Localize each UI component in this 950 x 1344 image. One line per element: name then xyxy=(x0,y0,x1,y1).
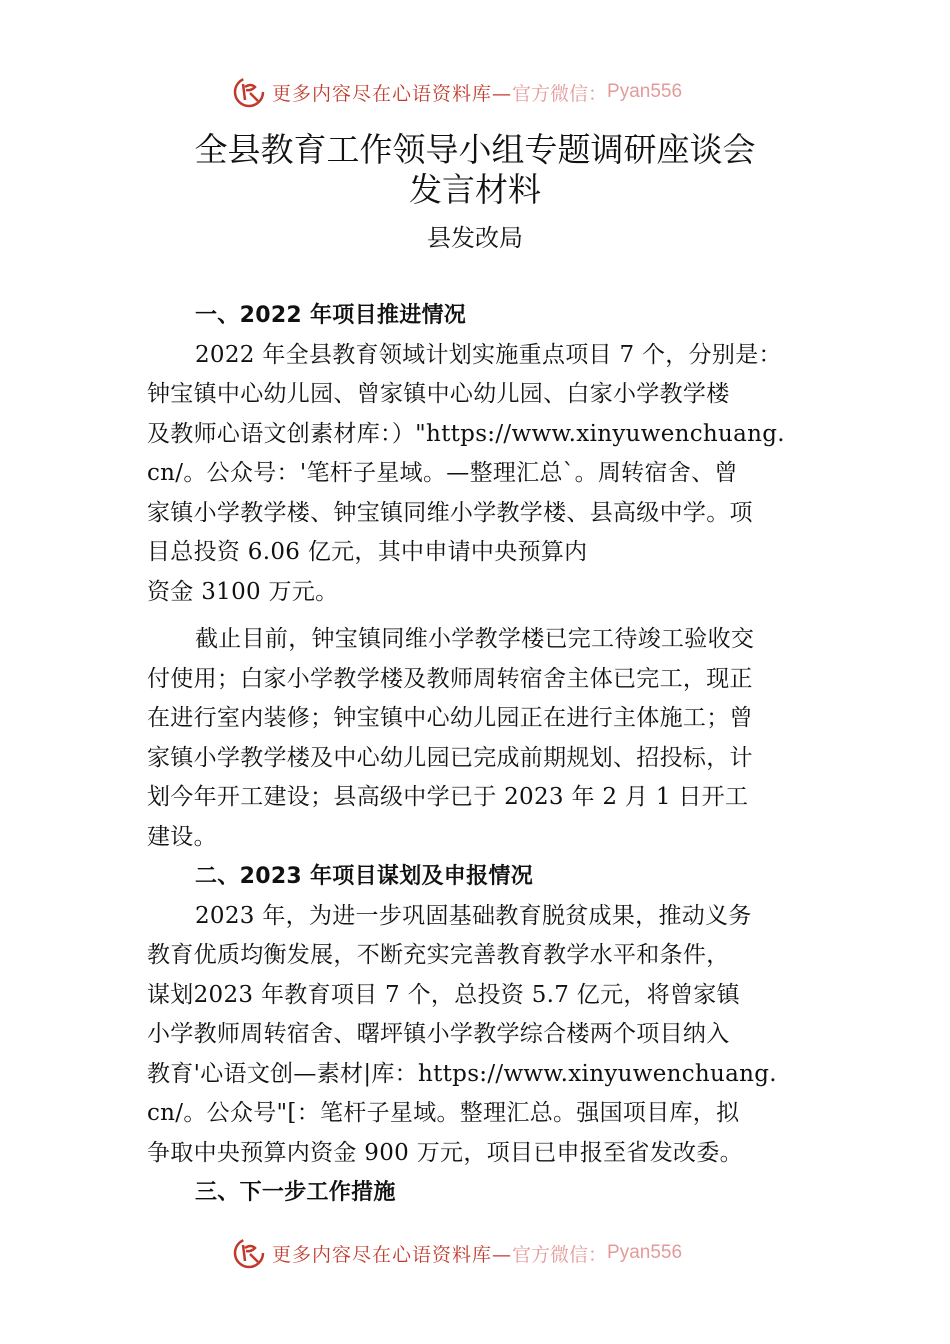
document-body xyxy=(147,296,827,1213)
banner-wechat-label: 官方微信： xyxy=(512,82,608,105)
paragraph-line: 资金 3100 万元。 xyxy=(147,578,339,605)
banner-wechat-id: Pyan556 xyxy=(607,81,683,102)
document-author: 县发改局 xyxy=(427,224,523,252)
banner-text: 更多内容尽在心语资料库— xyxy=(272,82,513,105)
section-heading-2: 二、2023 年项目谋划及申报情况 xyxy=(195,864,533,889)
paragraph-1 xyxy=(147,336,827,613)
paragraph-line: cn/。公众号"[：笔杆子星域。整理汇总。强国项目库，拟 xyxy=(147,1100,740,1126)
paragraph-line: 目总投资 6.06 亿元，其中申请中央预算内 xyxy=(147,539,588,565)
paragraph-line: 家镇小学教学楼、钟宝镇同维小学教学楼、县高级中学。项 xyxy=(147,499,753,526)
paragraph-line: 截止目前，钟宝镇同维小学教学楼已完工待竣工验收交 xyxy=(195,626,755,652)
banner-wechat-id: Pyan556 xyxy=(607,1242,683,1263)
paragraph-3 xyxy=(147,897,827,1174)
paragraph-line: 建设。 xyxy=(147,823,217,850)
paragraph-line: 在进行室内装修；钟宝镇中心幼儿园正在进行主体施工；曾 xyxy=(147,705,753,731)
paragraph-line: 教育优质均衡发展，不断充实完善教育教学水平和条件， xyxy=(147,942,730,968)
document-title-line1: 全县教育工作领导小组专题调研座谈会 xyxy=(194,130,756,169)
paragraph-line: 2023 年，为进一步巩固基础教育脱贫成果，推动义务 xyxy=(195,902,752,929)
paragraph-line: 小学教师周转宿舍、曙坪镇小学教学综合楼两个项目纳入 xyxy=(147,1021,730,1047)
paragraph-line: 2022 年全县教育领域计划实施重点项目 7 个，分别是： xyxy=(195,341,782,368)
document-title-line2: 发言材料 xyxy=(409,170,541,209)
paragraph-line: 及教师心语文创素材库：）"https://www.xinyuwenchuang. xyxy=(147,420,785,447)
section-heading-3: 三、下一步工作措施 xyxy=(195,1180,396,1205)
paragraph-line: 教育'心语文创—素材|库：https://www.xinyuwenchuang. xyxy=(147,1060,777,1087)
paragraph-line: 争取中央预算内资金 900 万元，项目已申报至省发改委。 xyxy=(147,1139,743,1166)
logo-icon xyxy=(232,75,266,109)
paragraph-line: 钟宝镇中心幼儿园、曾家镇中心幼儿园、白家小学教学楼 xyxy=(147,381,730,407)
logo-icon xyxy=(232,1236,266,1270)
paragraph-line: 谋划2023 年教育项目 7 个，总投资 5.7 亿元，将曾家镇 xyxy=(147,981,740,1008)
paragraph-2 xyxy=(147,620,827,857)
paragraph-line: 划今年开工建设；县高级中学已于 2023 年 2 月 1 日开工 xyxy=(147,784,749,810)
watermark-banner-top xyxy=(232,74,732,110)
banner-wechat-label: 官方微信： xyxy=(512,1243,608,1266)
paragraph-line: 付使用；白家小学教学楼及教师周转宿舍主体已完工，现正 xyxy=(147,665,753,692)
paragraph-line: cn/。公众号：'笔杆子星域。—整理汇总`。周转宿舍、曾 xyxy=(147,460,738,486)
section-heading-1: 一、2022 年项目推进情况 xyxy=(195,303,467,328)
banner-text: 更多内容尽在心语资料库— xyxy=(272,1243,513,1266)
watermark-banner-bottom xyxy=(232,1235,732,1271)
paragraph-line: 家镇小学教学楼及中心幼儿园已完成前期规划、招投标，计 xyxy=(147,744,753,771)
